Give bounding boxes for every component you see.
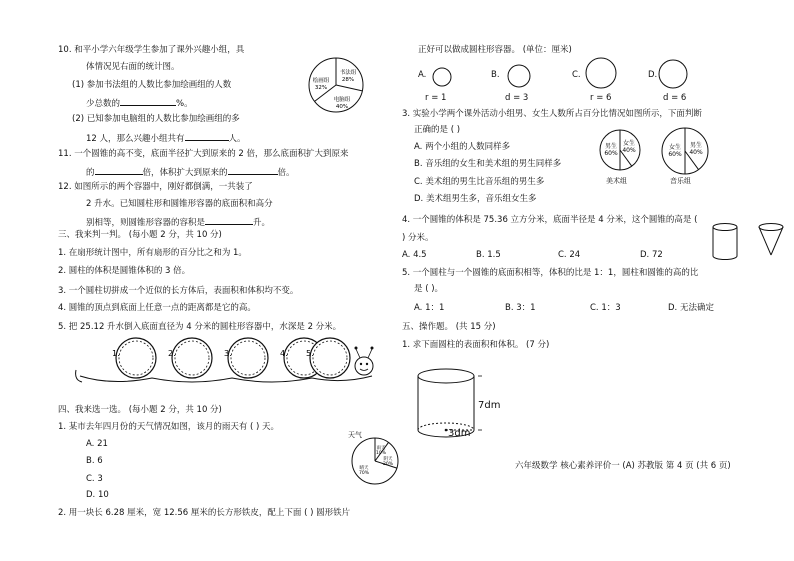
pie-pct-painting: 32%: [314, 85, 328, 91]
q10-part1-blank[interactable]: [120, 96, 176, 106]
answer-circle-1[interactable]: [116, 338, 156, 378]
choice-q1-stem: 1. 某市去年四月份的天气情况如图，该月的雨天有 ( ) 天。: [58, 422, 280, 432]
circle-option-d-letter[interactable]: D.: [648, 70, 658, 80]
q10-part2-prefix: 12 人，那么兴趣小组共有: [86, 134, 185, 144]
circle-option-c-letter[interactable]: C.: [572, 70, 581, 80]
choice-q4-line1: 4. 一个圆锥的体积是 75.36 立方分米，底面半径是 4 分米，这个圆锥的高是 (: [402, 215, 698, 225]
choice-q5-option-c[interactable]: C. 1：3: [590, 303, 621, 313]
choice-q5-option-b[interactable]: B. 3：1: [505, 303, 536, 313]
q12-blank[interactable]: [205, 215, 253, 225]
weather-pie-chart: [350, 436, 400, 486]
weather-label-cloudy: 阴天: [383, 457, 393, 462]
circle-number-4: 4.: [280, 349, 288, 358]
music-group-pie-chart: [660, 126, 710, 176]
weather-pct-cloudy: 20%: [382, 462, 394, 467]
circle-number-1: 1.: [112, 349, 120, 358]
art-group-caption: 美术组: [606, 177, 627, 185]
circle-option-d-caption: d = 6: [663, 93, 687, 103]
q10-part1-prefix: 少总数的: [86, 99, 121, 109]
choice-q1-option-a[interactable]: A. 21: [86, 439, 108, 449]
weather-pct-rain: 10%: [375, 451, 387, 456]
choice-q3-line1: 3. 实验小学两个课外活动小组男、女生人数所占百分比情况如图所示，下面判断: [402, 109, 702, 119]
pie-pct-computer: 40%: [335, 104, 349, 110]
operation-q1-stem: 1. 求下面圆柱的表面积和体积。 (7 分): [402, 340, 550, 350]
pie-label-calligraphy: 书法组: [339, 70, 357, 76]
choice-q4-option-b[interactable]: B. 1.5: [476, 250, 501, 260]
weather-label-sunny: 晴天: [359, 466, 369, 471]
page-footer: 六年级数学 核心素养评价一 (A) 苏教版 第 4 页 (共 6 页): [515, 461, 731, 471]
circle-option-a-caption: r = 1: [425, 93, 447, 103]
q12-prefix: 别相等，则圆锥形容器的容积是: [86, 218, 206, 228]
q12-line3: [86, 215, 270, 229]
circle-option-b-caption: d = 3: [505, 93, 529, 103]
art-pie-girls-pct: 40%: [622, 147, 636, 154]
q10-part2-suffix: 人。: [228, 134, 246, 144]
caterpillar-answer-strip: [72, 336, 384, 394]
weather-pct-sunny: 70%: [358, 471, 370, 476]
circle-option-b-shape: [507, 64, 531, 88]
circle-option-b-letter[interactable]: B.: [491, 70, 500, 80]
judge-item-4: 4. 圆锥的顶点到底面上任意一点的距离都是它的高。: [58, 303, 256, 313]
q11-line1: 11. 一个圆锥的高不变，底面半径扩大到原来的 2 倍，那么底面积扩大到原来: [58, 149, 349, 159]
art-pie-boys-label: 男生: [604, 143, 618, 150]
judge-item-5: 5. 把 25.12 升水倒入底面直径为 4 分米的圆柱形容器中，水深是 2 分米。: [58, 322, 342, 332]
cone-container-icon: [756, 222, 786, 258]
music-pie-girls-label: 女生: [668, 144, 682, 151]
choice-q2-stem: 2. 用一块长 6.28 厘米，宽 12.56 厘米的长方形铁皮，配上下面 ( ) 圆形铁片: [58, 508, 351, 518]
q11-line2: [86, 165, 295, 179]
circle-number-5: 5.: [306, 349, 314, 358]
circle-number-2: 2.: [168, 349, 176, 358]
music-pie-girls-pct: 60%: [668, 151, 682, 158]
cylinder-top-ellipse: [418, 369, 474, 383]
q11-blank-area[interactable]: [95, 165, 143, 175]
pie-label-computer: 电脑组: [333, 97, 351, 103]
section3-title: 三、我来判一判。 (每小题 2 分，共 10 分): [58, 230, 222, 240]
choice-q3-line2: 正确的是 ( ): [414, 125, 461, 135]
caterpillar-head-icon: [355, 347, 374, 376]
choice-q1-option-d[interactable]: D. 10: [86, 490, 109, 500]
answer-circle-5[interactable]: [310, 338, 350, 378]
q10-part2-line2: [86, 131, 246, 145]
q10-stem-line2: 体情况见右面的统计图。: [86, 62, 180, 72]
judge-item-3: 3. 一个圆柱切拼成一个近似的长方体后，表面积和体积均不变。: [58, 286, 299, 296]
choice-q3-option-b[interactable]: B. 音乐组的女生和美术组的男生同样多: [414, 159, 562, 169]
q10-part1-line1: (1) 参加书法组的人数比参加绘画组的人数: [72, 80, 232, 90]
music-pie-boys-label: 男生: [689, 142, 703, 149]
q10-stem-line1: 10. 和平小学六年级学生参加了课外兴趣小组，具: [58, 45, 245, 55]
weather-label-rain: 雨天: [376, 446, 386, 451]
choice-q3-option-c[interactable]: C. 美术组的男生比音乐组的男生多: [414, 177, 545, 187]
choice-q4-option-a[interactable]: A. 4.5: [402, 250, 427, 260]
choice-q1-option-c[interactable]: C. 3: [86, 474, 103, 484]
choice-q5-line2: 是 ( )。: [414, 284, 444, 294]
q10-part2-line1: (2) 已知参加电脑组的人数比参加绘画组的多: [72, 114, 240, 124]
answer-circle-2[interactable]: [172, 338, 212, 378]
choice-q5-option-a[interactable]: A. 1：1: [414, 303, 445, 313]
cylinder-height-label: 7dm: [478, 400, 501, 411]
choice-q4-line2: ) 分米。: [402, 233, 434, 243]
music-group-caption: 音乐组: [670, 177, 691, 185]
circle-option-c-shape: [585, 57, 617, 89]
choice-q1-option-b[interactable]: B. 6: [86, 456, 103, 466]
choice-q3-option-a[interactable]: A. 两个小组的人数同样多: [414, 142, 511, 152]
circle-option-d-shape: [658, 59, 688, 89]
music-pie-boys-pct: 40%: [689, 149, 703, 156]
circle-option-a-letter[interactable]: A.: [418, 70, 427, 80]
art-pie-girls-label: 女生: [622, 140, 636, 147]
judge-item-1: 1. 在扇形统计图中，所有扇形的百分比之和为 1。: [58, 248, 247, 258]
cylinder-radius-label: 3dm: [448, 428, 471, 439]
circle-option-c-caption: r = 6: [590, 93, 612, 103]
choice-q4-option-c[interactable]: C. 24: [558, 250, 581, 260]
cylinder-center-point: [445, 429, 448, 432]
art-pie-boys-pct: 60%: [604, 150, 618, 157]
q11-middle: 倍，体积扩大到原来的: [142, 168, 228, 178]
q10-part1-suffix: %。: [176, 99, 193, 109]
q11-suffix: 倍。: [277, 168, 295, 178]
q11-prefix: 的: [86, 168, 95, 178]
pie-label-painting: 绘画组: [312, 78, 330, 84]
judge-item-2: 2. 圆柱的体积是圆锥体积的 3 倍。: [58, 266, 191, 276]
answer-circle-3[interactable]: [228, 338, 268, 378]
pie-pct-calligraphy: 28%: [341, 77, 355, 83]
choice-q2-continued: 正好可以做成圆柱形容器。 (单位：厘米): [418, 45, 572, 55]
interest-group-pie-chart: [307, 56, 365, 114]
choice-q4-option-d[interactable]: D. 72: [640, 250, 663, 260]
weather-pie-title: 天气: [348, 431, 362, 439]
circle-number-3: 3.: [224, 349, 232, 358]
cylinder-container-icon: [710, 222, 740, 262]
q12-line1: 12. 如图所示的两个容器中，刚好都倒满，一共装了: [58, 182, 253, 192]
q12-line2: 2 升水。已知圆柱形和圆锥形容器的底面积和高分: [86, 199, 273, 209]
choice-q5-line1: 5. 一个圆柱与一个圆锥的底面积相等，体积的比是 1：1，圆柱和圆锥的高的比: [402, 268, 699, 278]
section4-title: 四、我来选一选。 (每小题 2 分，共 10 分): [58, 405, 222, 415]
circle-option-a-shape: [432, 67, 452, 87]
art-group-pie-chart: [598, 128, 642, 172]
q12-suffix: 升。: [253, 218, 271, 228]
q10-part2-blank[interactable]: [185, 131, 229, 141]
q11-blank-volume[interactable]: [228, 165, 278, 175]
section5-title: 五、操作题。 (共 15 分): [402, 322, 496, 332]
choice-q5-option-d[interactable]: D. 无法确定: [668, 303, 714, 313]
q10-part1-line2: [86, 96, 193, 110]
choice-q3-option-d[interactable]: D. 美术组男生多，音乐组女生多: [414, 194, 537, 204]
